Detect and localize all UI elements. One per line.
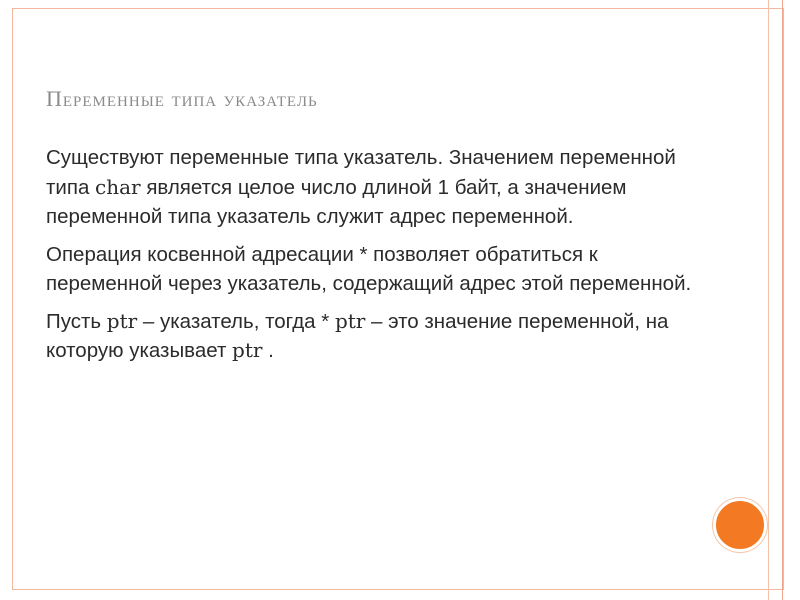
- paragraph-3-text-a: Пусть: [46, 309, 107, 333]
- code-char: char: [95, 174, 141, 199]
- paragraph-3: [46, 307, 706, 366]
- paragraph-1-text-a: Существуют переменные типа указатель. Значением переменной типа: [46, 146, 676, 199]
- paragraph-1: [46, 143, 706, 232]
- code-ptr-2: ptr: [334, 308, 366, 333]
- slide-title: Переменные типа указатель: [46, 86, 318, 111]
- paragraph-2-text: Операция косвенной адресации * позволяет обратиться к переменной через указатель, содержащий адрес этой переменной.: [46, 242, 692, 295]
- decorative-vertical-line-inner: [768, 0, 769, 600]
- paragraph-3-text-b: – указатель, тогда *: [137, 309, 335, 333]
- decorative-vertical-line-outer: [782, 0, 783, 600]
- paragraph-2: [46, 240, 706, 299]
- code-ptr-3: ptr: [232, 338, 263, 362]
- paragraph-3-text-c: – это значение переменной, на которую указывает: [46, 309, 669, 362]
- slide-body: [46, 143, 706, 374]
- paragraph-1-text-b: является целое число длиной 1 байт, а значением переменной типа указатель служит адрес переменной.: [46, 175, 627, 228]
- code-ptr-1: ptr: [106, 308, 138, 333]
- paragraph-3-text-d: .: [262, 339, 274, 362]
- orange-circle-decoration: [713, 498, 767, 552]
